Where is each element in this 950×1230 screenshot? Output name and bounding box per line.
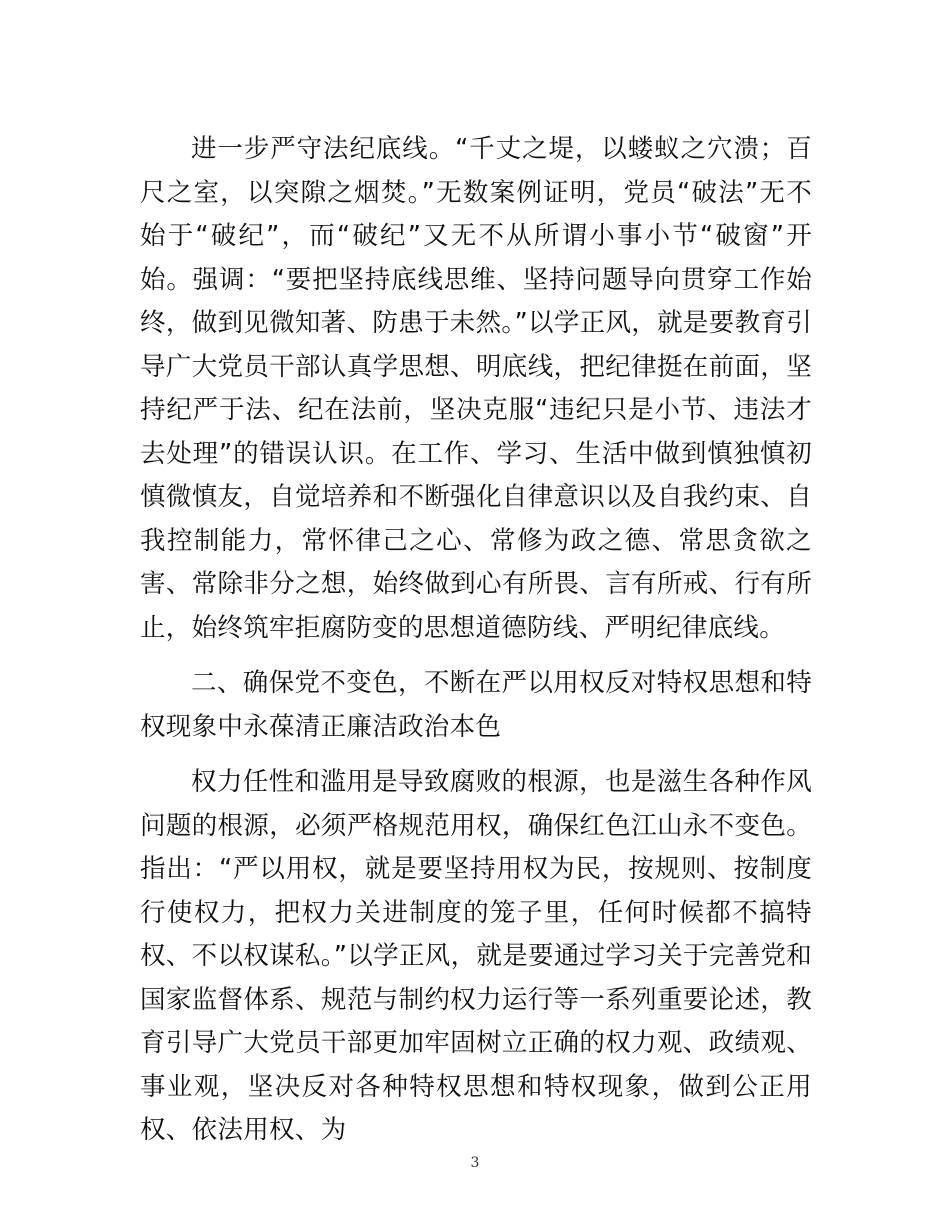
paragraph-power-use: 权力任性和滥用是导致腐败的根源，也是滋生各种作风问题的根源，必须严格规范用权，确保红色江山永不变色。指出：“严以用权，就是要坚持用权为民，按规则、按制度行使权力，把权力关进制度的笼子里，任何时候都不搞特权、不以权谋私。”以学正风，就是要通过学习关于完善党和国家监督体系、规范与制约权力运行等一系列重要论述，教育引导广大党员干部更加牢固树立正确的权力观、政绩观、事业观，坚决反对各种特权思想和特权现象，做到公正用权、依法用权、为: [140, 767, 812, 1145]
document-body: [140, 128, 812, 1165]
page-number: 3: [470, 1155, 480, 1171]
paragraph-law-bottom-line: 进一步严守法纪底线。“千丈之堤，以蝼蚁之穴溃；百尺之室，以突隙之烟焚。”无数案例证明，党员“破法”无不始于“破纪”，而“破纪”又无不从所谓小事小节“破窗”开始。强调：“要把坚持底线思维、坚持问题导向贯穿工作始终，做到见微知著、防患于未然。”以学正风，就是要教育引导广大党员干部认真学思想、明底线，把纪律挺在前面，坚持纪严于法、纪在法前，坚决克服“违纪只是小节、违法才去处理”的错误认识。在工作、学习、生活中做到慎独慎初慎微慎友，自觉培养和不断强化自律意识以及自我约束、自我控制能力，常怀律己之心、常修为政之德、常思贪欲之害、常除非分之想，始终做到心有所畏、言有所戒、行有所止，始终筑牢拒腐防变的思想道德防线、严明纪律底线。: [140, 134, 812, 643]
section-heading-two: 二、确保党不变色，不断在严以用权反对特权思想和特权现象中永葆清正廉洁政治本色: [140, 668, 812, 742]
